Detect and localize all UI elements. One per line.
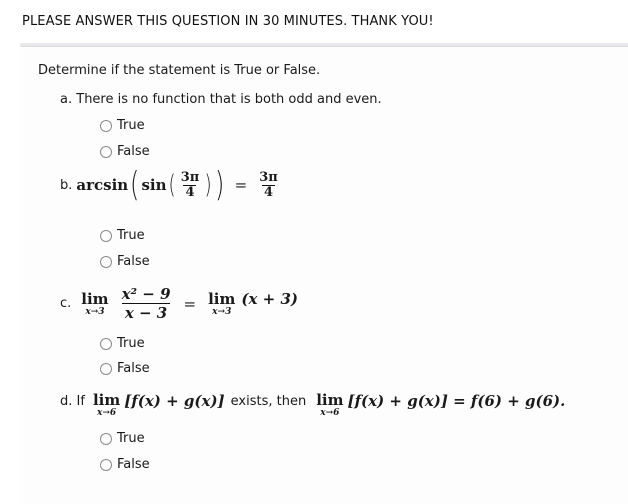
- question-b: [60, 165, 282, 205]
- time-limit-notice: PLEASE ANSWER THIS QUESTION IN 30 MINUTES. THANK YOU!: [22, 14, 434, 29]
- option-label: False: [117, 144, 150, 159]
- sum-equals-expression: [f(x) + g(x)] = f(6) + g(6).: [347, 392, 566, 410]
- radio-circle-icon[interactable]: [100, 256, 112, 268]
- option-label: True: [117, 431, 145, 446]
- left-paren: (: [168, 170, 176, 200]
- left-paren: (: [130, 165, 140, 205]
- rhs-limit-x-to-3: lim x→3: [208, 289, 236, 317]
- question-c-label: c.: [60, 296, 72, 311]
- question-b-false-radio[interactable]: [100, 254, 150, 269]
- question-c-true-radio[interactable]: [100, 336, 145, 351]
- equals-sign: =: [234, 176, 248, 194]
- radio-circle-icon[interactable]: [100, 338, 112, 350]
- question-d-middle-text: exists, then: [230, 394, 307, 409]
- equals-sign: =: [183, 294, 197, 313]
- question-a-label: a.: [60, 92, 73, 107]
- option-label: True: [117, 118, 145, 133]
- radio-circle-icon[interactable]: [100, 459, 112, 471]
- question-a-statement: There is no function that is both odd and even.: [76, 92, 382, 107]
- question-a-true-radio[interactable]: [100, 118, 145, 133]
- limit-x-to-6: lim x→6: [92, 391, 121, 418]
- question-c: [60, 285, 298, 322]
- radio-circle-icon[interactable]: [100, 120, 112, 132]
- question-d-label: d. If: [60, 394, 85, 409]
- question-d-true-radio[interactable]: [100, 431, 145, 446]
- option-label: True: [117, 336, 145, 351]
- fraction-3pi-over-4: $\frac{3\pi}{4}$: [180, 169, 200, 200]
- right-paren: ): [215, 165, 225, 205]
- fraction-x2-minus-9-over-x-minus-3: $\frac{\text{x² − 9}}{x - 3}$: [121, 285, 171, 322]
- radio-circle-icon[interactable]: [100, 230, 112, 242]
- question-d-false-radio[interactable]: [100, 457, 150, 472]
- radio-circle-icon[interactable]: [100, 433, 112, 445]
- arcsin-function: arcsin: [76, 176, 129, 194]
- question-b-label: b.: [60, 177, 73, 193]
- question-d: [60, 392, 565, 418]
- sum-expression: [f(x) + g(x)]: [124, 392, 225, 410]
- radio-circle-icon[interactable]: [100, 363, 112, 375]
- rhs-fraction-3pi-over-4: $\frac{3\pi}{4}$: [259, 169, 278, 200]
- divider: [20, 43, 628, 47]
- option-label: False: [117, 457, 150, 472]
- question-b-true-radio[interactable]: [100, 228, 145, 243]
- option-label: True: [117, 228, 145, 243]
- radio-circle-icon[interactable]: [100, 146, 112, 158]
- question-a-false-radio[interactable]: [100, 144, 150, 159]
- limit-x-to-3: lim x→3: [81, 289, 109, 317]
- question-a: [60, 92, 382, 107]
- option-label: False: [117, 254, 150, 269]
- limit-x-to-6-second: lim x→6: [316, 391, 344, 418]
- question-c-false-radio[interactable]: [100, 361, 150, 376]
- instruction-text: Determine if the statement is True or False.: [38, 63, 321, 78]
- rhs-expression: (x + 3): [241, 289, 298, 308]
- right-paren: ): [204, 170, 212, 200]
- option-label: False: [117, 361, 150, 376]
- sin-function: sin: [141, 176, 167, 194]
